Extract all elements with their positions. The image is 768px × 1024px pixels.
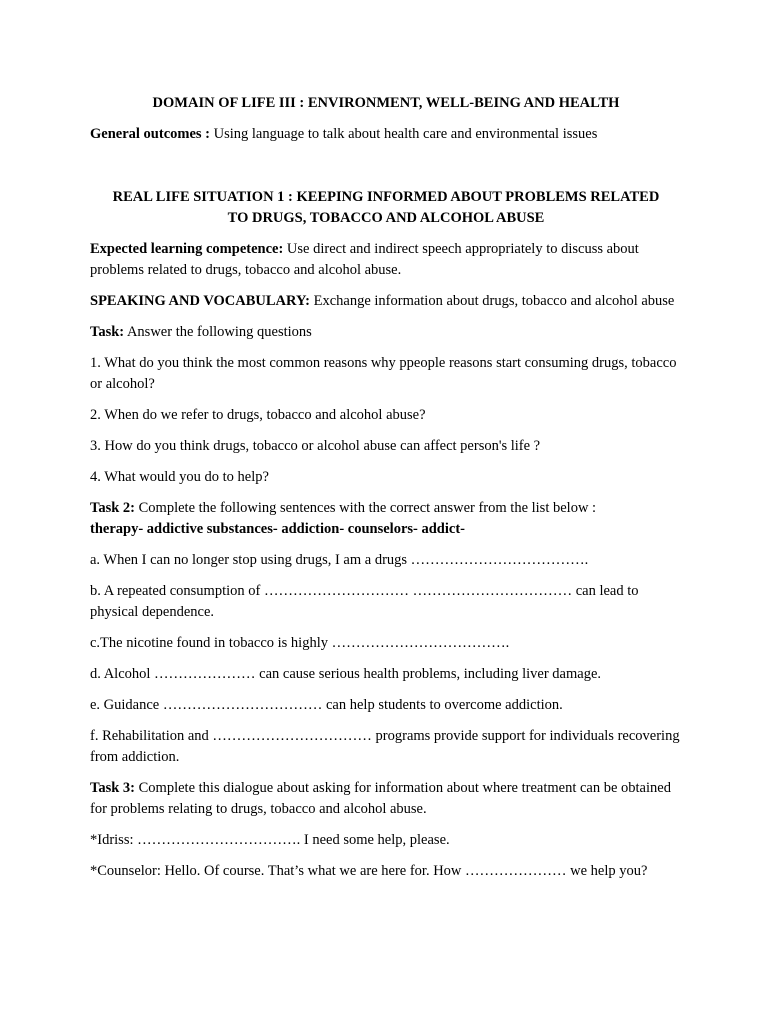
dialogue-line-1: *Idriss: ……………………………. I need some help, please. — [90, 832, 450, 848]
document-content — [90, 93, 682, 882]
speaking-vocabulary-text: Exchange information about drugs, tobacco and alcohol abuse — [309, 293, 675, 309]
general-outcomes-text: Using language to talk about health care and environmental issues — [210, 126, 598, 142]
question-1: 1. What do you think the most common reasons why ppeople reasons start consuming drugs, tobacco or alcohol? — [90, 355, 677, 392]
task-3-instruction — [90, 778, 682, 820]
dialogue-line-2: *Counselor: Hello. Of course. That’s what we are here for. How ………………… we help you? — [90, 863, 648, 879]
sentence-b: b. A repeated consumption of ………………………… …………………………… can lead to physical dependence. — [90, 583, 639, 620]
sentence-d: d. Alcohol ………………… can cause serious health problems, including liver damage. — [90, 666, 602, 682]
learning-competence — [90, 239, 682, 281]
general-outcomes-label: General outcomes : — [90, 126, 210, 142]
task-1-label: Task: — [90, 324, 125, 340]
question-3: 3. How do you think drugs, tobacco or alcohol abuse can affect person's life ? — [90, 438, 541, 454]
sentence-c: c.The nicotine found in tobacco is highly ………………………………. — [90, 635, 510, 651]
task-2-label: Task 2: — [90, 500, 136, 516]
task-2-instruction — [90, 498, 682, 540]
task-2-word-list: therapy- addictive substances- addiction- counselors- addict- — [90, 521, 465, 537]
task-3-text: Complete this dialogue about asking for information about where treatment can be obtained for problems relating to drugs, tobacco and alcohol abuse. — [90, 780, 671, 817]
question-2: 2. When do we refer to drugs, tobacco and alcohol abuse? — [90, 407, 426, 423]
task-3-label: Task 3: — [90, 780, 136, 796]
sentence-e: e. Guidance …………………………… can help students to overcome addiction. — [90, 697, 563, 713]
question-4: 4. What would you do to help? — [90, 469, 269, 485]
domain-heading: DOMAIN OF LIFE III : ENVIRONMENT, WELL-BEING AND HEALTH — [152, 95, 620, 111]
general-outcomes — [90, 124, 682, 145]
sentence-a: a. When I can no longer stop using drugs, I am a drugs ………………………………. — [90, 552, 589, 568]
situation-heading — [90, 187, 682, 229]
learning-competence-text: Use direct and indirect speech appropriately to discuss about problems related to drugs, tobacco and alcohol abuse. — [90, 241, 639, 278]
task-1-instruction — [90, 322, 682, 343]
task-2-text: Complete the following sentences with the correct answer from the list below : — [135, 500, 597, 516]
situation-heading-line-1: REAL LIFE SITUATION 1 : KEEPING INFORMED ABOUT PROBLEMS RELATED — [112, 189, 660, 205]
speaking-vocabulary-label: SPEAKING AND VOCABULARY: — [90, 293, 310, 309]
situation-heading-line-2: TO DRUGS, TOBACCO AND ALCOHOL ABUSE — [227, 210, 545, 226]
task-1-text: Answer the following questions — [124, 324, 312, 340]
sentence-f: f. Rehabilitation and …………………………… programs provide support for individuals recovering from addiction. — [90, 728, 680, 765]
learning-competence-label: Expected learning competence: — [90, 241, 284, 257]
speaking-vocabulary — [90, 291, 682, 312]
